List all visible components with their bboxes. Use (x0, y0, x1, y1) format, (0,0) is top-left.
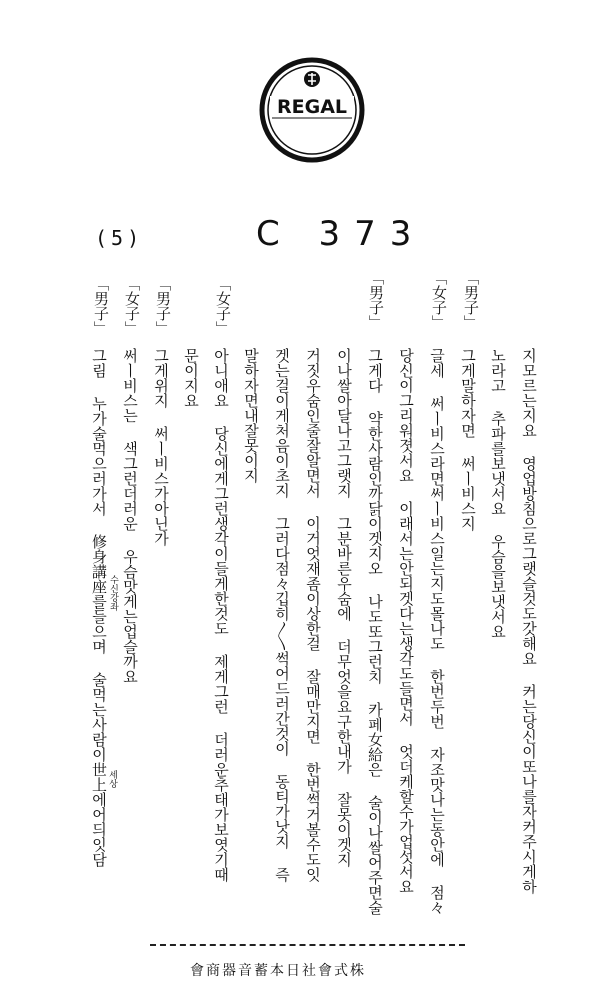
dialogue-line-11: 아니애요 당신에게그런생각이들게한것도 제게그런 더러운추태가보엿기때 (212, 348, 230, 882)
catalog-number: C 373 (256, 214, 426, 254)
dialogue-line-10: 말하자면내잘못이지 (242, 348, 260, 483)
dialogue-line-2: 노라고 추파를보냇서요 우슴을보냇서요 (489, 348, 507, 639)
speaker-label-female: 「女子」 (123, 276, 141, 336)
dialogue-line-8: 거짓우숨인줄잘알면서 이거엇재좀이상한걸 잘매만지면 한번썩거볼수도잇 (304, 348, 322, 882)
speaker-label-female: 「女子」 (430, 270, 448, 330)
dialogue-line-12: 문이지요 (182, 348, 200, 408)
dialogue-line-7: 이나쌀아달나고그랫지 그분바른우숨에 더무엇을요구한내가 잘못이겟지 (335, 348, 353, 867)
ruby-gloss-sesang: 세상 (107, 770, 117, 788)
publisher-footer: 株式會社日本蓄音器商會 (190, 963, 366, 979)
regal-logo (258, 56, 366, 164)
dialogue-line-13: 그게위지 써ㅣ비스가아닌가 (152, 348, 170, 546)
dialogue-line-1: 지모르는지요 영업방침으로그랫슬것도갓해요 커는당신이또나를자커주시게하 (520, 348, 538, 894)
dialogue-line-14: 써ㅣ비스는 색그런더러운 우슴맛게는업슬까요 (121, 348, 139, 684)
speaker-label-male: 「男子」 (367, 270, 385, 330)
dialogue-line-15: 그림 누가술먹으러가서 修身講座를들으며 술먹는사람이世上에어듸잇담 (90, 348, 108, 867)
dialogue-line-9: 겟는걸이게처음이초지 그러다점々깁히〳〵썩어드러간것이 동티가낫지 즉 (273, 348, 291, 882)
dialogue-line-5: 당신이그리워졋서요 이래서는안되겟다는생각도들면서 엇더케할수가업섯서요 (397, 348, 415, 894)
speaker-label-male: 「男子」 (462, 270, 480, 330)
dialogue-line-3: 그게말하자면 써ㅣ비스지 (459, 348, 477, 531)
dialogue-line-4: 글세 써ㅣ비스라면써ㅣ비스일는지도몰나도 한번두번 자조맛나는동안에 점々 (428, 348, 446, 915)
ruby-gloss-susinganja: 수신강좌 (108, 575, 118, 611)
page-number: (5) (95, 226, 144, 250)
logo-text: REGAL (276, 96, 348, 118)
footer-divider (150, 944, 465, 946)
dialogue-line-6: 그게다 약한사람인까닭이겟지오 나도또그런치 카페女給은 술이나쌀어주면술 (366, 348, 384, 915)
speaker-label-female: 「女子」 (214, 276, 232, 336)
speaker-label-male: 「男子」 (92, 276, 110, 336)
speaker-label-male: 「男子」 (154, 276, 172, 336)
